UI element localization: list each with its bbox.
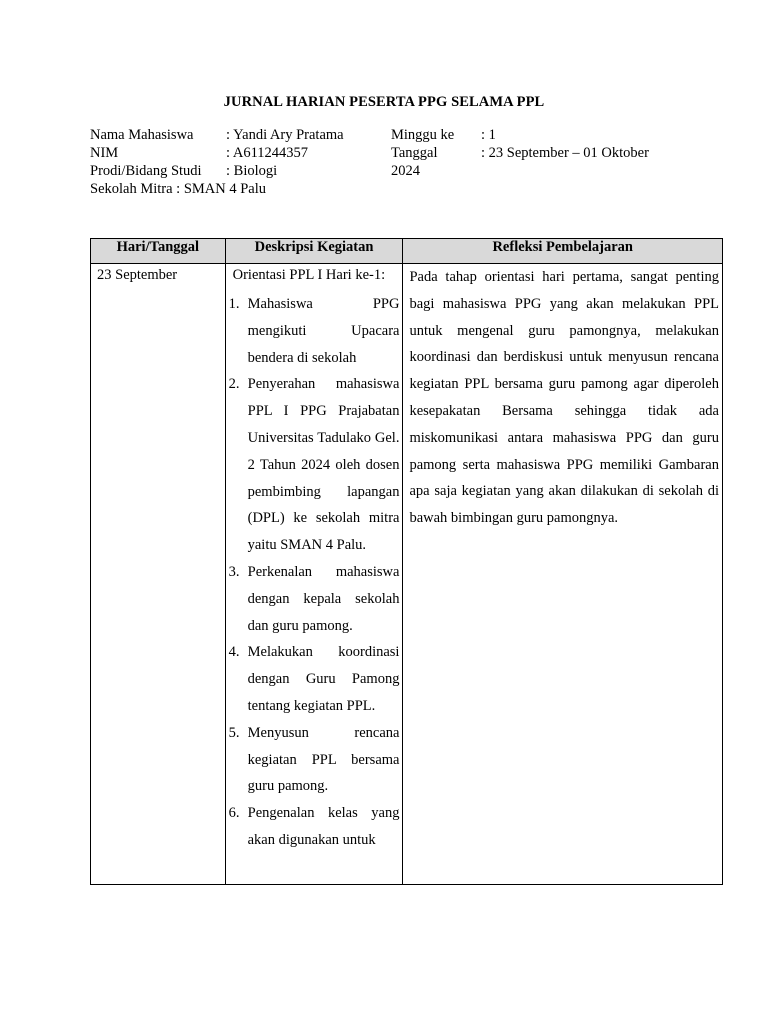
nim-value: : A611244357 (226, 145, 309, 161)
sekolah-mitra: Sekolah Mitra : SMAN 4 Palu (90, 181, 267, 197)
list-item-text: Pengenalan kelas yang akan digunakan untuk (247, 805, 400, 848)
orientation-heading: Orientasi PPL I Hari ke-1: (232, 267, 386, 283)
list-item-text: Melakukan koordinasi dengan Guru Pamong tentang kegiatan PPL. (247, 644, 400, 714)
tanggal-year: 2024 (391, 163, 420, 179)
list-item-number: 2. (228, 376, 240, 393)
nama-value: : Yandi Ary Pratama (226, 127, 344, 143)
list-item-number: 1. (228, 296, 240, 312)
nama-label: Nama Mahasiswa (90, 127, 194, 143)
list-item-number: 6. (228, 805, 240, 822)
list-item-number: 5. (228, 724, 240, 741)
list-item-text: Penyerahan mahasiswa PPL I PPG Prajabatan Universitas Tadulako Gel. 2 Tahun 2024 oleh dosen pembimbing lapangan (DPL) ke sekolah mitra yaitu SMAN 4 Palu. (247, 376, 400, 554)
header-deskripsi-kegiatan: Deskripsi Kegiatan (225, 239, 403, 264)
list-item-number: 3. (228, 563, 240, 580)
list-item-text: Menyusun rencana kegiatan PPL bersama guru pamong. (247, 724, 400, 795)
header-hari-tanggal: Hari/Tanggal (91, 239, 226, 264)
table-row (91, 264, 723, 885)
reflection-cell (403, 264, 723, 885)
list-item (229, 800, 400, 854)
prodi-value: : Biologi (226, 163, 278, 179)
nim-label: NIM (90, 145, 119, 161)
list-item-text: Mahasiswa PPG mengikuti Upacara bendera di sekolah (247, 296, 400, 366)
activity-list (229, 291, 400, 854)
prodi-label: Prodi/Bidang Studi (90, 163, 202, 179)
list-item (229, 559, 400, 639)
list-item (229, 371, 400, 559)
minggu-value: : 1 (481, 127, 496, 143)
header-refleksi-pembelajaran: Refleksi Pembelajaran (403, 239, 723, 264)
table-header-row (91, 239, 723, 264)
reflection-text: Pada tahap orientasi hari pertama, sangat penting bagi mahasiswa PPG yang akan melakukan PPL untuk mengenal guru pamongnya, melakukan koordinasi dan berdiskusi untuk menyusun rencana kegiatan PPL bersama guru pamong agar diperoleh kesepakatan Bersama sehingga tidak ada miskomunikasi antara mahasiswa PPG dan guru pamong serta mahasiswa PPG memiliki Gambaran apa saja kegiatan yang akan dilakukan di sekolah di bawah bimbingan guru pamongnya. (409, 269, 719, 527)
list-item (229, 291, 400, 371)
tanggal-value: : 23 September – 01 Oktober (481, 145, 649, 161)
day-cell (91, 264, 226, 885)
list-item-number: 4. (228, 644, 240, 661)
tanggal-label: Tanggal (391, 145, 438, 161)
description-cell (225, 264, 403, 885)
list-item-text: Perkenalan mahasiswa dengan kepala sekolah dan guru pamong. (247, 563, 400, 634)
day-text: 23 September (97, 267, 178, 283)
document-title: JURNAL HARIAN PESERTA PPG SELAMA PPL (223, 94, 545, 110)
minggu-label: Minggu ke (391, 127, 455, 143)
list-item (229, 720, 400, 800)
journal-table (90, 238, 723, 885)
list-item (229, 639, 400, 719)
